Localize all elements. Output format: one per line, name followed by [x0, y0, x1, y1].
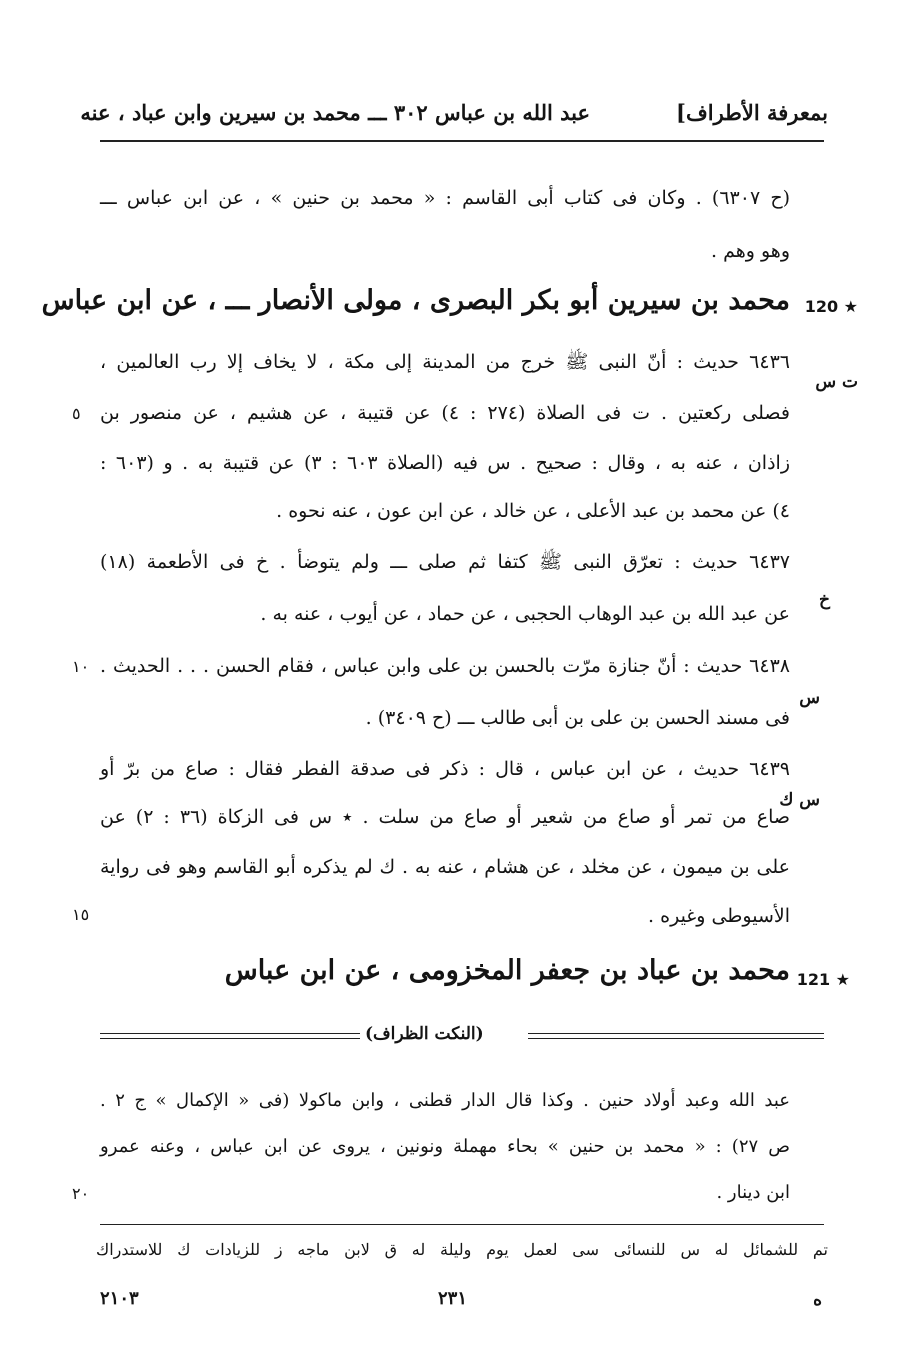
page-number: ٢٣١: [438, 1288, 468, 1309]
notes-rule: [528, 1038, 824, 1039]
body-line: فصلى ركعتين . ت فى الصلاة (٢٧٤ : ٤) عن قتيبة ، عن هشيم ، عن منصور بن: [100, 402, 790, 424]
body-line: فى مسند الحسن بن على بن أبى طالب ـــ (ح ٣٤٠٩) .: [365, 707, 790, 729]
cumulative-number: ٢١٠٣: [100, 1288, 139, 1309]
line-number: ١٠: [72, 657, 90, 676]
line-number: ٢٠: [72, 1184, 90, 1203]
abbreviation-key: تم للشمائل له س للنسائى سى لعمل يوم وليلة له ق لابن ماجه ز للزيادات ك للاستدراك: [96, 1240, 828, 1259]
body-line: (ح ٦٣٠٧) . وكان فى كتاب أبى القاسم : « محمد بن حنين » ، عن ابن عباس ـــ: [100, 187, 791, 209]
body-line: الأسيوطى وغيره .: [648, 905, 790, 927]
siglum: س ك: [779, 790, 820, 810]
volume-number: ه: [813, 1290, 822, 1310]
header-right: بمعرفة الأطراف]: [676, 100, 828, 125]
notes-title: (النكت الظراف): [365, 1024, 484, 1044]
note-line: عبد الله وعبد أولاد حنين . وكذا قال الدار قطنى ، وابن ماكولا (فى « الإكمال » ج ٢ .: [100, 1090, 790, 1111]
entry-number: 121 ★: [796, 970, 850, 989]
body-line: وهو وهم .: [711, 240, 790, 262]
line-number: ٥: [72, 404, 81, 423]
body-line: ٦٤٣٦ حديث : أنّ النبى ﷺ خرج من المدينة إلى مكة ، لا يخاف إلا رب العالمين ،: [100, 351, 790, 373]
body-line: زاذان ، عنه به ، وقال : صحيح . س فيه (الصلاة ٦٠٣ : ٣) عن قتيبة به . و (٦٠٣ :: [100, 452, 790, 474]
footer-rule: [100, 1224, 824, 1225]
entry-heading: محمد بن عباد بن جعفر المخزومى ، عن ابن عباس: [224, 955, 790, 986]
note-line: ص ٢٧) : « محمد بن حنين » بحاء مهملة ونونين ، يروى عن ابن عباس ، وعنه عمرو: [100, 1136, 790, 1157]
siglum: ت س: [815, 372, 858, 392]
header-center: عبد الله بن عباس ٣٠٢ ـــ محمد بن سيرين وابن عباد ، عنه: [80, 100, 590, 125]
body-line: ٦٤٣٧ حديث : تعرّق النبى ﷺ كتفا ثم صلى ـــ ولم يتوضأ . خ فى الأطعمة (١٨): [100, 551, 790, 573]
note-line: ابن دينار .: [716, 1182, 790, 1203]
notes-rule: [100, 1038, 360, 1039]
body-line: ٤) عن محمد بن عبد الأعلى ، عن خالد ، عن ابن عون ، عنه نحوه .: [276, 500, 790, 522]
body-line: عن عبد الله بن عبد الوهاب الحجبى ، عن حماد ، عن أيوب ، عنه به .: [260, 603, 790, 625]
notes-rule: [100, 1033, 360, 1034]
siglum: خ: [819, 590, 830, 610]
siglum: س: [799, 688, 820, 708]
body-line: صاع من تمر أو صاع من شعير أو صاع من سلت . ٭ س فى الزكاة (٣٦ : ٢) عن: [100, 806, 790, 828]
entry-number: 120 ★: [804, 297, 858, 316]
notes-rule: [528, 1033, 824, 1034]
line-number: ١٥: [72, 905, 90, 924]
body-line: ٦٤٣٨ حديث : أنّ جنازة مرّت بالحسن بن على وابن عباس ، فقام الحسن . . . الحديث .: [100, 655, 790, 677]
body-line: ٦٤٣٩ حديث ، عن ابن عباس ، قال : ذكر فى صدقة الفطر فقال : صاع من برّ أو: [100, 758, 790, 780]
entry-heading: محمد بن سيرين أبو بكر البصرى ، مولى الأنصار ـــ ، عن ابن عباس: [41, 285, 790, 316]
header-rule: [100, 140, 824, 142]
body-line: على بن ميمون ، عن مخلد ، عن هشام ، عنه به . ك لم يذكره أبو القاسم وهو فى رواية: [100, 856, 790, 878]
